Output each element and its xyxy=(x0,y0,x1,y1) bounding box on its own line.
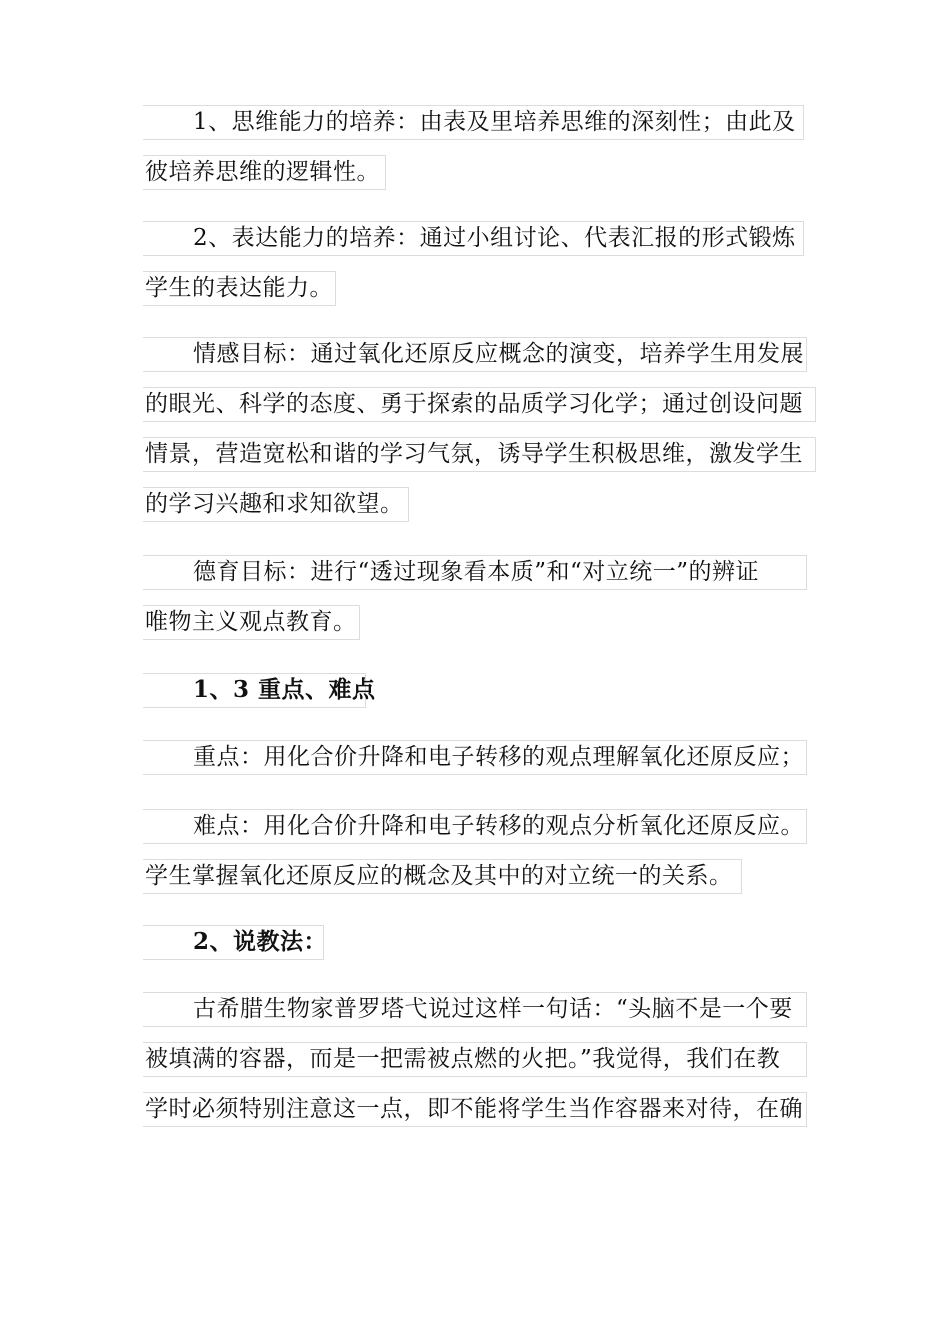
section-heading-teaching-method xyxy=(143,917,327,967)
paragraph-line: 2、表达能力的培养：通过小组讨论、代表汇报的形式锻炼 xyxy=(193,225,796,251)
paragraph-moral-goal xyxy=(143,547,759,647)
paragraph-line: 唯物主义观点教育。 xyxy=(145,609,357,635)
heading-text: 1、3 重点、难点 xyxy=(193,676,376,703)
paragraph-protagoras-quote xyxy=(143,984,803,1134)
paragraph-line: 古希腊生物家普罗塔弋说过这样一句话：“头脑不是一个要 xyxy=(193,996,793,1022)
paragraph-line: 情感目标：通过氧化还原反应概念的演变，培养学生用发展 xyxy=(193,341,804,367)
paragraph-line: 的眼光、科学的态度、勇于探索的品质学习化学；通过创设问题 xyxy=(145,391,803,417)
paragraph-line: 重点：用化合价升降和电子转移的观点理解氧化还原反应； xyxy=(193,744,804,770)
paragraph-line: 难点：用化合价升降和电子转移的观点分析氧化还原反应。 xyxy=(193,813,804,839)
paragraph-difficult-point xyxy=(143,801,804,901)
section-heading-key-points xyxy=(143,665,376,715)
paragraph-line: 情景，营造宽松和谐的学习气氛，诱导学生积极思维，激发学生 xyxy=(145,441,803,467)
paragraph-line: 的学习兴趣和求知欲望。 xyxy=(145,491,404,517)
paragraph-expression-ability xyxy=(143,213,796,313)
heading-text: 2、说教法： xyxy=(193,928,328,955)
paragraph-line: 1、思维能力的培养：由表及里培养思维的深刻性；由此及 xyxy=(193,109,796,135)
paragraph-line: 学时必须特别注意这一点，即不能将学生当作容器来对待，在确 xyxy=(145,1096,803,1122)
paragraph-key-point xyxy=(143,732,804,782)
paragraph-thinking-ability xyxy=(143,97,796,197)
paragraph-line: 学生的表达能力。 xyxy=(145,275,333,301)
paragraph-line: 德育目标：进行“透过现象看本质”和“对立统一”的辨证 xyxy=(193,559,760,585)
paragraph-emotional-goal xyxy=(143,329,804,529)
paragraph-line: 学生掌握氧化还原反应的概念及其中的对立统一的关系。 xyxy=(145,863,733,889)
paragraph-line: 被填满的容器，而是一把需被点燃的火把。”我觉得，我们在教 xyxy=(145,1046,781,1072)
paragraph-line: 彼培养思维的逻辑性。 xyxy=(145,159,380,185)
